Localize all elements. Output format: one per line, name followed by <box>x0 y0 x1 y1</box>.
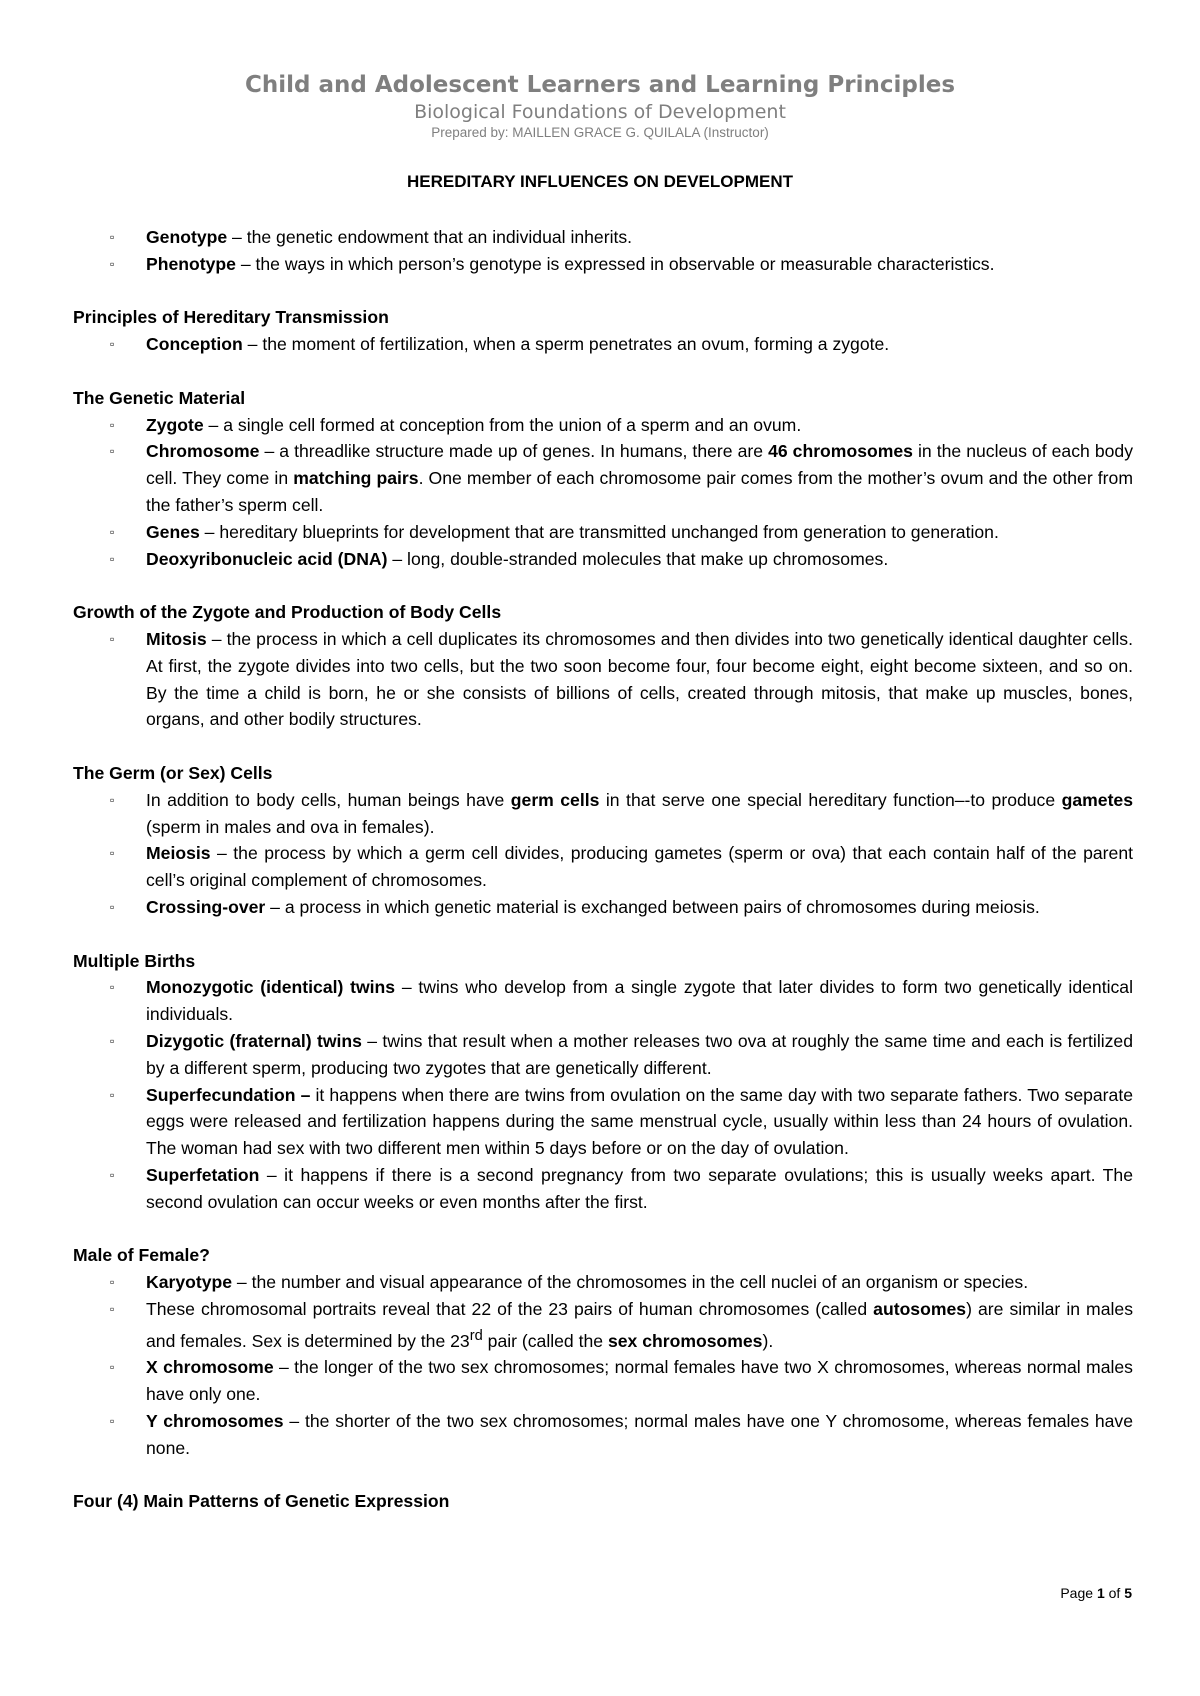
germ-list <box>73 787 1133 921</box>
bullet-icon: ▫ <box>110 337 115 352</box>
document-body <box>73 224 1133 1515</box>
page-number: Page 1 of 5 <box>1060 1585 1132 1601</box>
list-item: ▫ Dizygotic (fraternal) twins – twins that result when a mother releases two ova at roughly the same time and each is fertilized by a different sperm, producing two zygotes that are genetically different. <box>73 1028 1133 1082</box>
bullet-icon: ▫ <box>110 551 115 566</box>
bullet-icon: ▫ <box>110 792 115 807</box>
bullet-icon: ▫ <box>110 256 115 271</box>
bullet-icon: ▫ <box>110 1033 115 1048</box>
list-item: ▫ Monozygotic (identical) twins – twins who develop from a single zygote that later divides to form two genetically identical individuals. <box>73 974 1133 1028</box>
section-heading: Multiple Births <box>73 950 196 971</box>
bullet-icon: ▫ <box>110 524 115 539</box>
list-item: ▫ Y chromosomes – the shorter of the two sex chromosomes; normal males have one Y chromosome, whereas females have none. <box>73 1408 1133 1462</box>
course-subtitle: Biological Foundations of Development <box>414 101 786 123</box>
genetic-material-list <box>73 412 1133 573</box>
list-item: ▫ Genotype – the genetic endowment that an individual inherits. <box>73 224 1133 251</box>
list-item: ▫ Conception – the moment of fertilization, when a sperm penetrates an ovum, forming a zygote. <box>73 331 1133 358</box>
list-item: ▫ Superfecundation – it happens when there are twins from ovulation on the same day with two separate fathers. Two separate eggs were released and fertilization happens during the same menstrual cycle, usually within less than 24 hours of ovulation. The woman had sex with two different men within 5 days before or on the day of ovulation. <box>73 1082 1133 1162</box>
bullet-icon: ▫ <box>110 1301 115 1316</box>
bullet-icon: ▫ <box>110 1413 115 1428</box>
bullet-icon: ▫ <box>110 1275 115 1290</box>
list-item: ▫ In addition to body cells, human beings have germ cells in that serve one special hereditary function–-to produce gametes (sperm in males and ova in females). <box>73 787 1133 841</box>
list-item: ▫ Chromosome – a threadlike structure made up of genes. In humans, there are 46 chromosomes in the nucleus of each body cell. They come in matching pairs. One member of each chromosome pair comes from the mother’s ovum and the other from the father’s sperm cell. <box>73 438 1133 518</box>
list-item: ▫ Crossing-over – a process in which genetic material is exchanged between pairs of chromosomes during meiosis. <box>73 894 1133 921</box>
list-item: ▫ Superfetation – it happens if there is a second pregnancy from two separate ovulations; this is usually weeks apart. The second ovulation can occur weeks or even months after the first. <box>73 1162 1133 1216</box>
bullet-icon: ▫ <box>110 631 115 646</box>
list-item: ▫ X chromosome – the longer of the two sex chromosomes; normal females have two X chromosomes, whereas normal males have only one. <box>73 1354 1133 1408</box>
section-heading: Male of Female? <box>73 1245 210 1266</box>
bullet-icon: ▫ <box>110 1167 115 1182</box>
births-list <box>73 974 1133 1215</box>
list-item: ▫ Mitosis – the process in which a cell duplicates its chromosomes and then divides into two genetically identical daughter cells. At first, the zygote divides into two cells, but the two soon become four, four become eight, eight become sixteen, and so on. By the time a child is born, he or she consists of billions of cells, created through mitosis, that make up muscles, bones, organs, and other bodily structures. <box>73 626 1133 733</box>
list-item: ▫ Phenotype – the ways in which person’s genotype is expressed in observable or measurable characteristics. <box>73 251 1133 278</box>
course-title: Child and Adolescent Learners and Learning Principles <box>244 72 956 98</box>
list-item: ▫ These chromosomal portraits reveal that 22 of the 23 pairs of human chromosomes (called autosomes) are similar in males and females. Sex is determined by the 23rd pair (called the sex chromosomes). <box>73 1296 1133 1354</box>
list-item: ▫ Zygote – a single cell formed at conception from the union of a sperm and an ovum. <box>73 412 1133 439</box>
list-item: ▫ Karyotype – the number and visual appearance of the chromosomes in the cell nuclei of an organism or species. <box>73 1269 1133 1296</box>
section-heading: The Germ (or Sex) Cells <box>73 762 273 783</box>
growth-list <box>73 626 1133 733</box>
bullet-icon: ▫ <box>110 1360 115 1375</box>
list-item: ▫ Genes – hereditary blueprints for development that are transmitted unchanged from generation to generation. <box>73 519 1133 546</box>
sex-list <box>73 1269 1133 1461</box>
list-item: ▫ Meiosis – the process by which a germ cell divides, producing gametes (sperm or ova) that each contain half of the parent cell’s original complement of chromosomes. <box>73 840 1133 894</box>
prepared-by: Prepared by: MAILLEN GRACE G. QUILALA (Instructor) <box>431 125 769 140</box>
section-heading: Four (4) Main Patterns of Genetic Expression <box>73 1491 450 1512</box>
main-heading: HEREDITARY INFLUENCES ON DEVELOPMENT <box>407 172 793 191</box>
bullet-icon: ▫ <box>110 417 115 432</box>
section-heading: Principles of Hereditary Transmission <box>73 307 389 328</box>
transmission-list <box>73 331 1133 358</box>
document-header <box>0 70 1200 142</box>
bullet-icon: ▫ <box>110 980 115 995</box>
section-heading: Growth of the Zygote and Production of Body Cells <box>73 602 502 623</box>
list-item: ▫ Deoxyribonucleic acid (DNA) – long, double-stranded molecules that make up chromosomes. <box>73 546 1133 573</box>
intro-list <box>73 224 1133 278</box>
bullet-icon: ▫ <box>110 444 115 459</box>
bullet-icon: ▫ <box>110 899 115 914</box>
section-heading: The Genetic Material <box>73 387 246 408</box>
bullet-icon: ▫ <box>110 1087 115 1102</box>
bullet-icon: ▫ <box>110 230 115 244</box>
bullet-icon: ▫ <box>110 846 115 861</box>
